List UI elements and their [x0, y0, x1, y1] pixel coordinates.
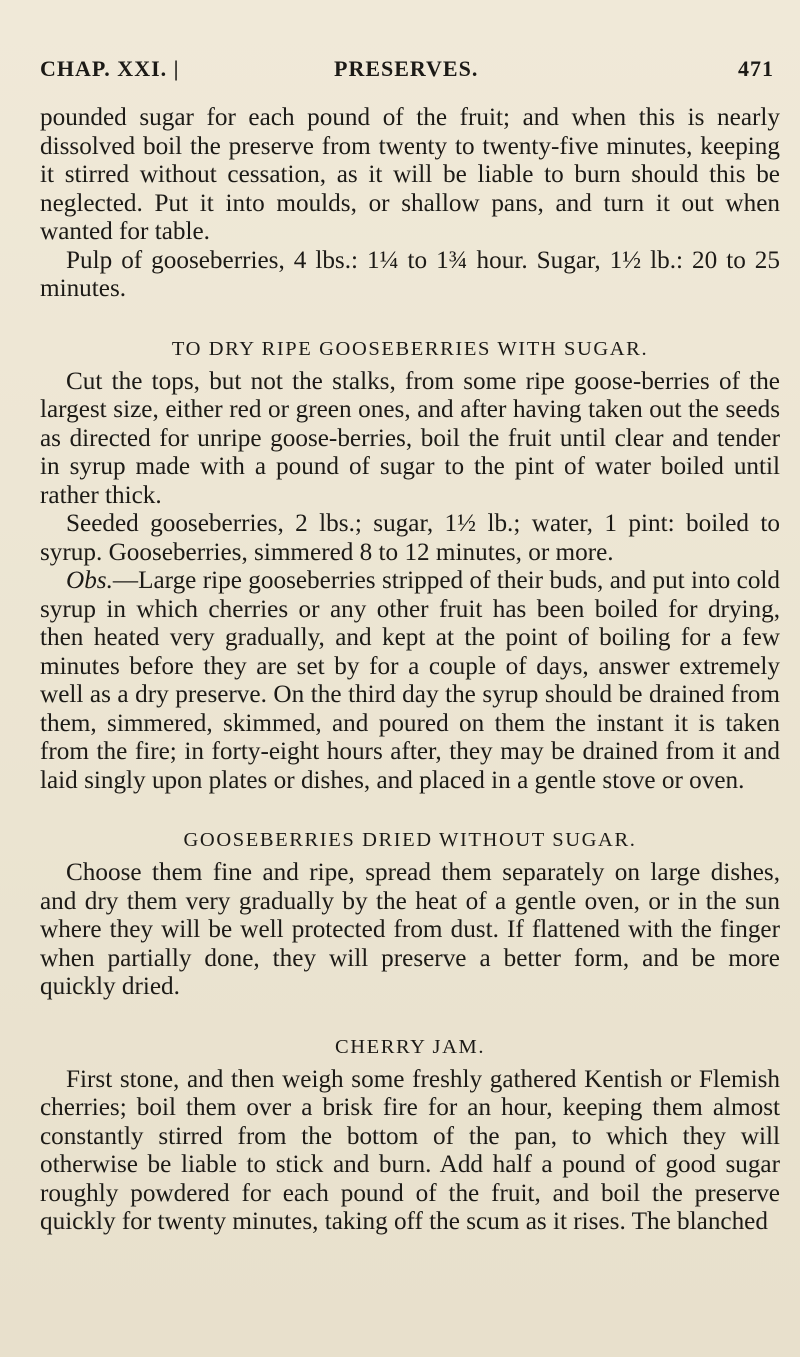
dried-without-paragraph: Choose them fine and ripe, spread them separately on large dishes, and dry them very gradually by the heat of a gentle oven, or in the sun where they will be well protected from dust. If flattened with the finger when partially done, they will preserve a better form, and be more quickly dried.	[40, 859, 780, 1000]
running-title: PRESERVES.	[334, 56, 479, 81]
section-heading-dry-ripe: TO DRY RIPE GOOSEBERRIES WITH SUGAR.	[171, 337, 649, 360]
obs-label: Obs.	[66, 567, 113, 594]
dry-ripe-paragraph: Cut the tops, but not the stalks, from some ripe goose-berries of the largest size, either red or green ones, and after having taken out the seeds as directed for unripe goose-berries, boil the fruit until clear and tender in syrup made with a pound of sugar to the pint of water boiled until rather thick.	[40, 367, 780, 509]
chapter-label: CHAP. XXI. |	[40, 56, 180, 81]
page-body	[40, 104, 780, 1237]
intro-paragraph: pounded sugar for each pound of the fruit; and when this is nearly dissolved boil the preserve from twenty to twenty-five minutes, keeping it stirred without cessation, as it will be liable to burn should this be neglected. Put it into moulds, or shallow pans, and turn it out when wanted for table.	[40, 104, 780, 245]
page-number: 471	[738, 56, 774, 81]
running-header	[40, 56, 774, 96]
intro-summary: Pulp of gooseberries, 4 lbs.: 1¼ to 1¾ hour. Sugar, 1½ lb.: 20 to 25 minutes.	[40, 246, 780, 302]
dry-ripe-summary: Seeded gooseberries, 2 lbs.; sugar, 1½ lb.; water, 1 pint: boiled to syrup. Gooseberries, simmered 8 to 12 minutes, or more.	[40, 510, 780, 566]
cherry-jam-paragraph: First stone, and then weigh some freshly gathered Kentish or Flemish cherries; boil them over a brisk fire for an hour, keeping them almost constantly stirred from the bottom of the pan, to which they will otherwise be liable to stick and burn. Add half a pound of good sugar roughly powdered for each pound of the fruit, and boil the preserve quickly for twenty minutes, taking off the scum as it rises. The blanched	[40, 1065, 780, 1235]
obs-text: —Large ripe gooseberries stripped of their buds, and put into cold syrup in which cherries or any other fruit has been boiled for drying, then heated very gradually, and kept at the point of boiling for a few minutes before they are set by for a couple of days, answer extremely well as a dry preserve. On the third day the syrup should be drained from them, simmered, skimmed, and poured on them the instant it is taken from the fire; in forty-eight hours after, they may be drained from it and laid singly upon plates or dishes, and placed in a gentle stove or oven.	[40, 567, 780, 794]
section-heading-cherry-jam: CHERRY JAM.	[334, 1035, 486, 1058]
section-heading-dried-without-sugar: GOOSEBERRIES DRIED WITHOUT SUGAR.	[183, 829, 637, 851]
dry-ripe-observation	[40, 567, 780, 795]
